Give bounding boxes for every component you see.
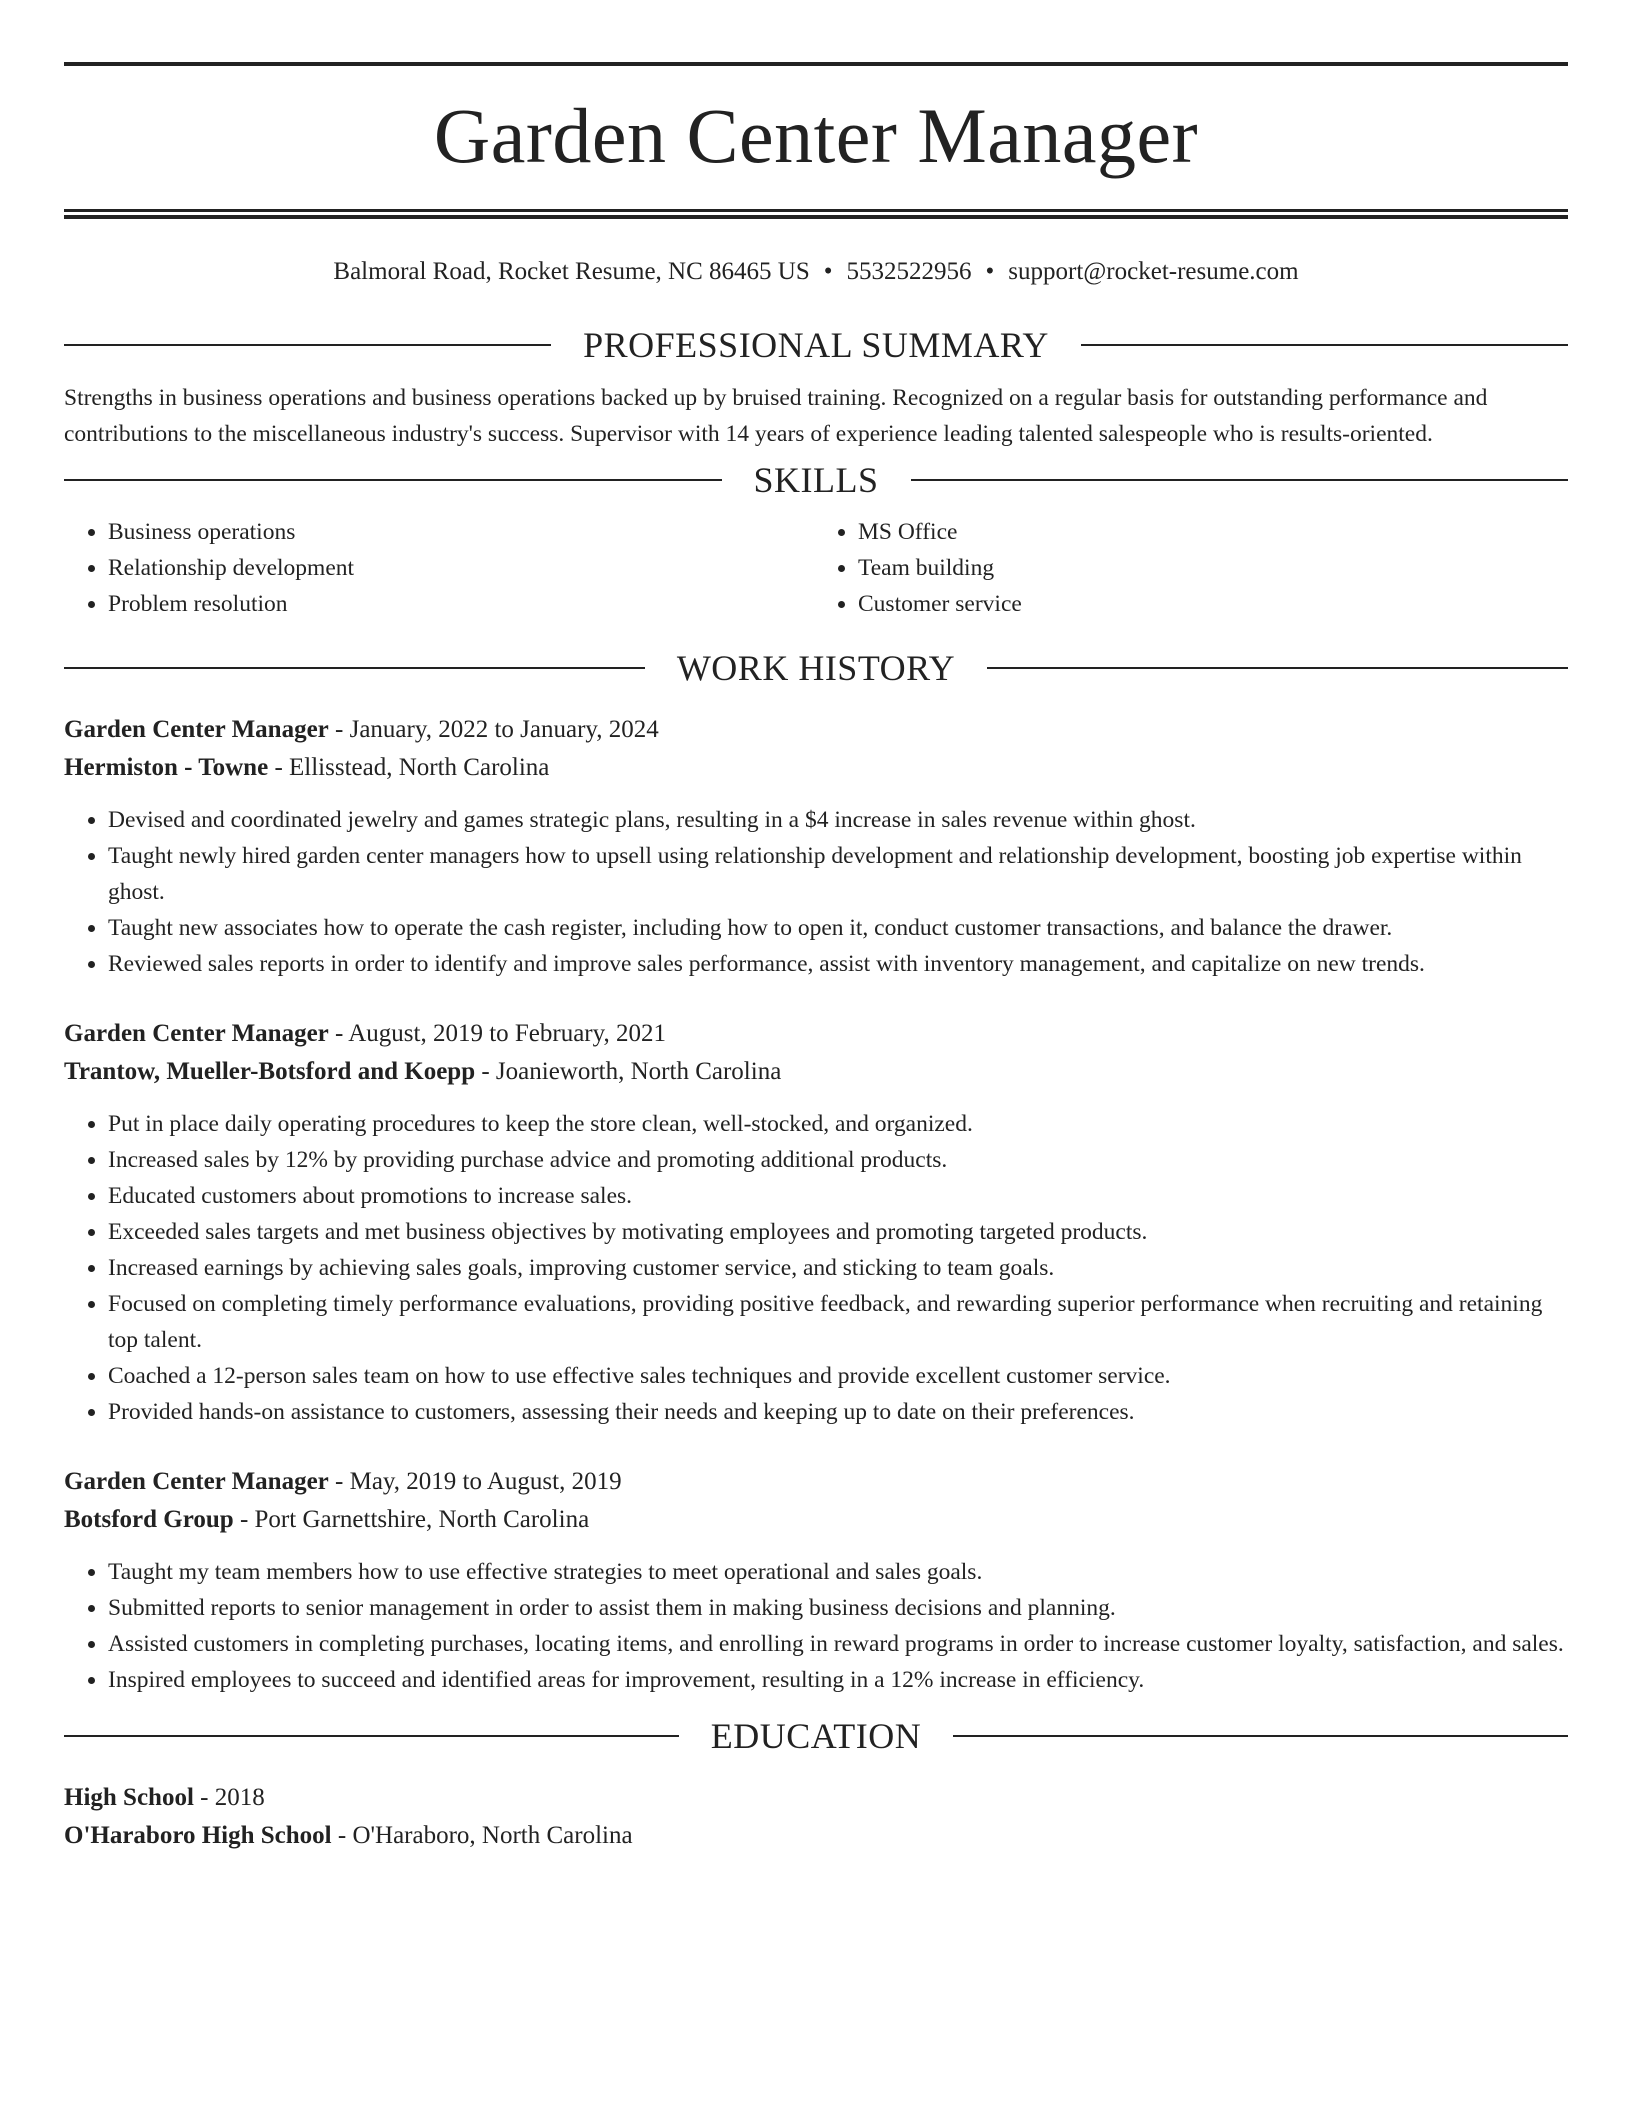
job-company-line [64,1053,1568,1091]
section-rule-left [64,667,645,669]
job-bullet: • Coached a 12-person sales team on how to use effective sales techniques and provide excellent customer service. [108,1358,1568,1394]
education-location: - O'Haraboro, North Carolina [331,1822,633,1849]
skill-item: • Problem resolution [108,586,818,622]
job-bullet: • Reviewed sales reports in order to identify and improve sales performance, assist with inventory management, and capitalize on new trends. [108,946,1568,982]
job-title-line [64,1015,1568,1053]
section-rule-left [64,344,551,346]
job-bullet: • Increased sales by 12% by providing purchase advice and promoting additional products. [108,1142,1568,1178]
job-location: - Ellisstead, North Carolina [268,754,550,781]
job-entry [64,711,1568,982]
job-bullet: • Taught my team members how to use effective strategies to meet operational and sales goals. [108,1554,1568,1590]
contact-email: support@rocket-resume.com [1008,258,1299,285]
job-company: Hermiston - Towne [64,754,269,781]
skill-item: • Customer service [858,586,1568,622]
job-company-line [64,1501,1568,1539]
job-bullet: • Assisted customers in completing purchases, locating items, and enrolling in reward programs in order to increase customer loyalty, satisfaction, and sales. [108,1626,1568,1662]
summary-heading: PROFESSIONAL SUMMARY [583,325,1049,365]
contact-address: Balmoral Road, Rocket Resume, NC 86465 US [333,258,810,285]
skill-item: • MS Office [858,514,1568,550]
skills-list [64,514,1568,622]
job-title: Garden Center Manager [64,1020,329,1047]
education-degree-line [64,1779,1568,1817]
education-entry [64,1779,1568,1855]
job-company: Botsford Group [64,1506,234,1533]
skill-item: • Team building [858,550,1568,586]
work-heading: WORK HISTORY [676,648,956,688]
work-section-header [64,646,1568,690]
section-rule-right [953,1735,1568,1737]
job-bullet-list [64,802,1568,982]
section-rule-right [1081,344,1568,346]
contact-line [64,256,1568,288]
work-history [64,711,1568,1698]
job-bullet-list [64,1106,1568,1430]
job-dates: - May, 2019 to August, 2019 [328,1468,622,1495]
contact-phone: 5532522956 [846,258,972,285]
skills-heading: SKILLS [753,460,879,500]
job-bullet: • Exceeded sales targets and met business objectives by motivating employees and promoting targeted products. [108,1214,1568,1250]
skills-column-left [64,514,818,622]
section-rule-left [64,1735,679,1737]
title-double-rule [64,209,1568,219]
job-bullet: • Inspired employees to succeed and identified areas for improvement, resulting in a 12% increase in efficiency. [108,1662,1568,1698]
job-company: Trantow, Mueller-Botsford and Koepp [64,1058,476,1085]
job-location: - Port Garnettshire, North Carolina [233,1506,590,1533]
job-title: Garden Center Manager [64,716,329,743]
education-degree: High School [64,1784,194,1811]
job-title: Garden Center Manager [64,1468,329,1495]
job-company-line [64,749,1568,787]
job-bullet: • Put in place daily operating procedures to keep the store clean, well-stocked, and organized. [108,1106,1568,1142]
job-title-line [64,1463,1568,1501]
job-dates: - August, 2019 to February, 2021 [328,1020,667,1047]
skill-item: • Relationship development [108,550,818,586]
summary-section-header [64,323,1568,367]
job-location: - Joanieworth, North Carolina [475,1058,782,1085]
section-rule-left [64,479,722,481]
skill-item: • Business operations [108,514,818,550]
job-title-line [64,711,1568,749]
summary-text: Strengths in business operations and business operations backed up by bruised training. Recognized on a regular basis for outstanding performance and contributions to the miscellaneous industry's success. Supervisor with 14 years of experience leading talented salespeople who is results-oriented. [64,385,1488,447]
job-bullet: • Submitted reports to senior management in order to assist them in making business decisions and planning. [108,1590,1568,1626]
job-bullet-list [64,1554,1568,1698]
education-section-header [64,1714,1568,1758]
job-entry [64,1463,1568,1698]
education-year: - 2018 [193,1784,265,1811]
job-bullet: • Provided hands-on assistance to customers, assessing their needs and keeping up to date on their preferences. [108,1394,1568,1430]
education-school-line [64,1817,1568,1855]
education-heading: EDUCATION [710,1716,922,1756]
contact-separator: • [823,258,833,285]
section-rule-right [911,479,1569,481]
job-bullet: • Educated customers about promotions to increase sales. [108,1178,1568,1214]
education-school: O'Haraboro High School [64,1822,332,1849]
skills-section-header [64,458,1568,502]
job-bullet: • Taught newly hired garden center managers how to upsell using relationship development and relationship development, boosting job expertise within ghost. [108,838,1568,910]
job-bullet: • Taught new associates how to operate the cash register, including how to open it, conduct customer transactions, and balance the drawer. [108,910,1568,946]
job-entry [64,1015,1568,1430]
page-title: Garden Center Manager [433,92,1199,179]
section-rule-right [987,667,1568,669]
job-bullet: • Devised and coordinated jewelry and games strategic plans, resulting in a $4 increase in sales revenue within ghost. [108,802,1568,838]
contact-separator: • [985,258,995,285]
job-dates: - January, 2022 to January, 2024 [328,716,659,743]
job-bullet: • Increased earnings by achieving sales goals, improving customer service, and sticking to team goals. [108,1250,1568,1286]
job-bullet: • Focused on completing timely performance evaluations, providing positive feedback, and rewarding superior performance when recruiting and retaining top talent. [108,1286,1568,1358]
skills-column-right [818,514,1568,622]
